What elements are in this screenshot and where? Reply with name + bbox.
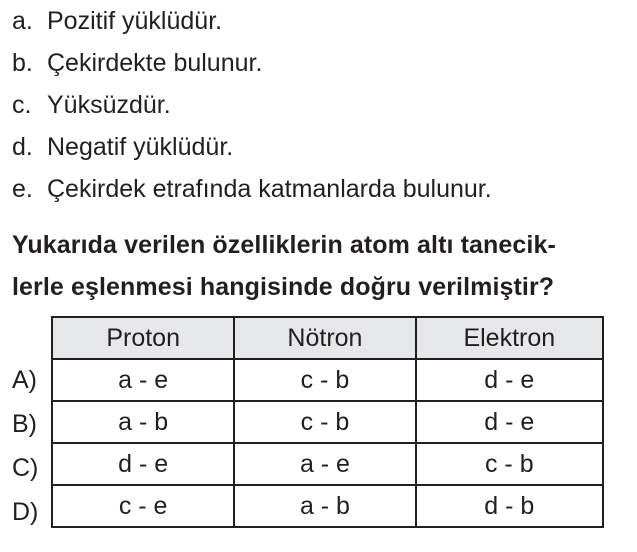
question-text bbox=[12, 224, 632, 308]
property-text: Pozitif yüklüdür. bbox=[47, 7, 223, 35]
property-list bbox=[12, 0, 492, 210]
header-notron: Nötron bbox=[234, 317, 415, 359]
property-item-c bbox=[12, 84, 492, 126]
property-item-a bbox=[12, 0, 492, 42]
property-letter: c. bbox=[12, 91, 32, 119]
table-header-row bbox=[52, 317, 603, 359]
answer-table bbox=[51, 316, 604, 528]
table-cell: a - e bbox=[52, 359, 234, 401]
choice-letters bbox=[12, 358, 38, 534]
table-cell: c - b bbox=[234, 401, 415, 443]
table-cell: a - e bbox=[234, 443, 415, 485]
choice-c-label[interactable]: C) bbox=[12, 454, 39, 482]
property-letter: e. bbox=[12, 175, 33, 203]
property-text: Çekirdek etrafında katmanlarda bulunur. bbox=[47, 175, 492, 203]
choice-b-label[interactable]: B) bbox=[12, 410, 37, 438]
question-line-2: lerle eşlenmesi hangisinde doğru verilmiştir? bbox=[12, 273, 555, 301]
property-text: Negatif yüklüdür. bbox=[47, 133, 234, 161]
property-item-b bbox=[12, 42, 492, 84]
table-cell: d - b bbox=[416, 485, 603, 527]
table-row-d[interactable] bbox=[52, 485, 603, 527]
table-cell: c - b bbox=[416, 443, 603, 485]
table-cell: d - e bbox=[416, 401, 603, 443]
header-elektron: Elektron bbox=[416, 317, 603, 359]
table-cell: a - b bbox=[52, 401, 234, 443]
table-row-a[interactable] bbox=[52, 359, 603, 401]
property-item-d bbox=[12, 126, 492, 168]
table-row-c[interactable] bbox=[52, 443, 603, 485]
property-letter: b. bbox=[12, 49, 33, 77]
choice-a-label[interactable]: A) bbox=[12, 366, 37, 394]
table-cell: a - b bbox=[234, 485, 415, 527]
question-line-1: Yukarıda verilen özelliklerin atom altı tanecik- bbox=[12, 231, 556, 259]
property-letter: a. bbox=[12, 7, 33, 35]
table-cell: d - e bbox=[52, 443, 234, 485]
table-cell: c - e bbox=[52, 485, 234, 527]
property-letter: d. bbox=[12, 133, 33, 161]
table-row-b[interactable] bbox=[52, 401, 603, 443]
property-text: Yüksüzdür. bbox=[47, 91, 171, 119]
property-text: Çekirdekte bulunur. bbox=[47, 49, 263, 77]
table-cell: c - b bbox=[234, 359, 415, 401]
table-cell: d - e bbox=[416, 359, 603, 401]
header-proton: Proton bbox=[52, 317, 234, 359]
property-item-e bbox=[12, 168, 492, 210]
choice-d-label[interactable]: D) bbox=[12, 498, 39, 526]
